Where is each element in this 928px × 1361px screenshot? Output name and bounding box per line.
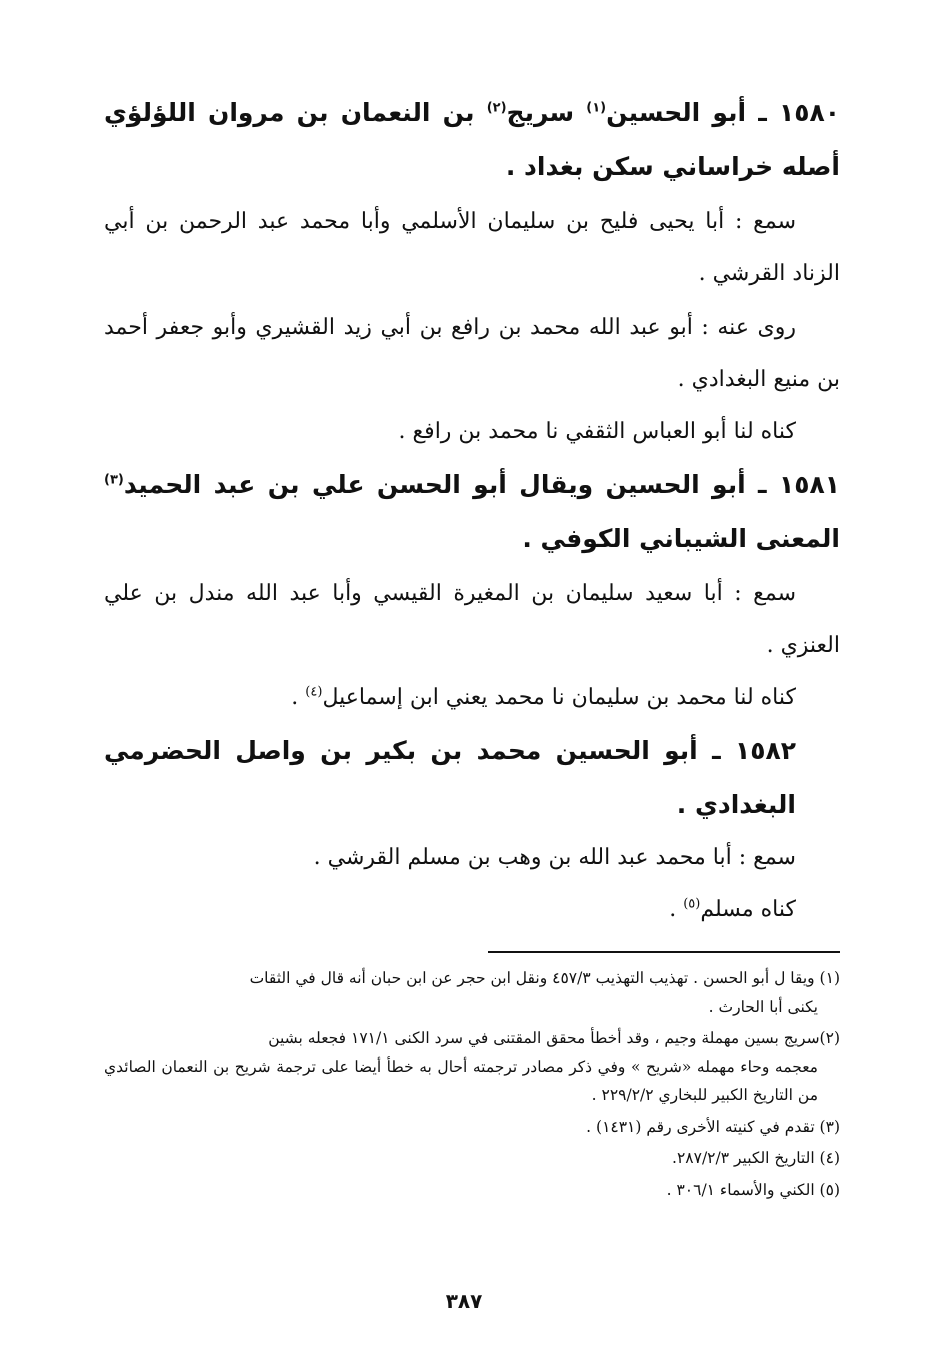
footnote-1 [104, 964, 840, 1021]
heading-text: ١٥٨٢ ـ أبو الحسين محمد بن بكير بن واصل الحضرمي البغدادي . [104, 736, 796, 819]
heading-text: بن النعمان بن مروان اللؤلؤي أصله خراساني سكن بغداد . [104, 98, 840, 181]
footnote-marker[interactable]: (٢) [486, 100, 507, 116]
paragraph-text: . [291, 685, 306, 710]
paragraph: سمع : أبا يحيى فليح بن سليمان الأسلمي وأبا محمد عبد الرحمن بن أبي الزناد القرشي . [104, 209, 840, 286]
footnote-3: (٣) تقدم في كنيته الأخرى رقم (١٤٣١) . [586, 1117, 840, 1136]
footnote-continuation: معجمه وحاء مهمله «شريح » وفي ذكر مصادر ترجمته أحال به خطأ أيضا على ترجمة شريح بن النعمان الصائدي من التاريخ الكبير للبخاري ٢٢٩/٢/٢ . [104, 1057, 818, 1104]
paragraph: سمع : أبا محمد عبد الله بن وهب بن مسلم القرشي . [313, 845, 796, 870]
heading-text: ١٥٨٠ ـ أبو الحسين [606, 98, 840, 127]
footnote-text: (٢)سريج بسين مهملة وجيم ، وقد أخطأ محقق المقتنى في سرد الكنى ١٧١/١ فجعله بشين [268, 1029, 840, 1047]
footnote-4: (٤) التاريخ الكبير ٢٨٧/٢/٣. [672, 1149, 840, 1167]
heading-text: ١٥٨١ ـ أبو الحسين ويقال أبو الحسن علي بن عبد الحميد [123, 470, 840, 499]
footnote-marker[interactable]: (٤) [305, 684, 323, 700]
footnote-marker[interactable]: (١) [586, 100, 607, 116]
paragraph: سمع : أبا سعيد سليمان بن المغيرة القيسي وأبا عبد الله مندل بن علي العنزي . [104, 581, 840, 658]
footnote-5: (٥) الكني والأسماء ٣٠٦/١ . [666, 1180, 840, 1199]
footnote-marker[interactable]: (٣) [104, 472, 124, 488]
paragraph-text: كناه لنا محمد بن سليمان نا محمد يعني ابن إسماعيل [322, 685, 796, 710]
footnote-marker[interactable]: (٥) [683, 896, 701, 912]
footnote-2 [104, 1024, 840, 1110]
entry-heading-1581 [104, 458, 840, 566]
entry-heading-1580 [104, 86, 840, 194]
main-text [104, 86, 840, 936]
heading-text: المعنى الشيباني الكوفي . [522, 524, 840, 553]
paragraph: كناه لنا أبو العباس الثقفي نا محمد بن رافع . [398, 419, 796, 444]
footnote-text: (١) ويقا ل أبو الحسن . تهذيب التهذيب ٤٥٧/٣ ونقل ابن حجر عن ابن حبان أنه قال في الثقات [249, 969, 840, 987]
footnote-continuation: يكنى أبا الحارث . [708, 997, 818, 1016]
entry-heading-1582 [104, 724, 796, 832]
paragraph [104, 884, 840, 936]
paragraph: روى عنه : أبو عبد الله محمد بن رافع بن أبي زيد القشيري وأبو جعفر أحمد بن منيع البغدادي . [104, 315, 840, 392]
paragraph-text: . [669, 897, 684, 922]
paragraph [104, 672, 840, 724]
heading-text: سريج [506, 98, 587, 127]
paragraph-text: كناه مسلم [700, 897, 796, 922]
footnotes [104, 964, 840, 1207]
footnote-divider [488, 951, 840, 953]
page-number: ٣٨٧ [445, 1289, 483, 1313]
